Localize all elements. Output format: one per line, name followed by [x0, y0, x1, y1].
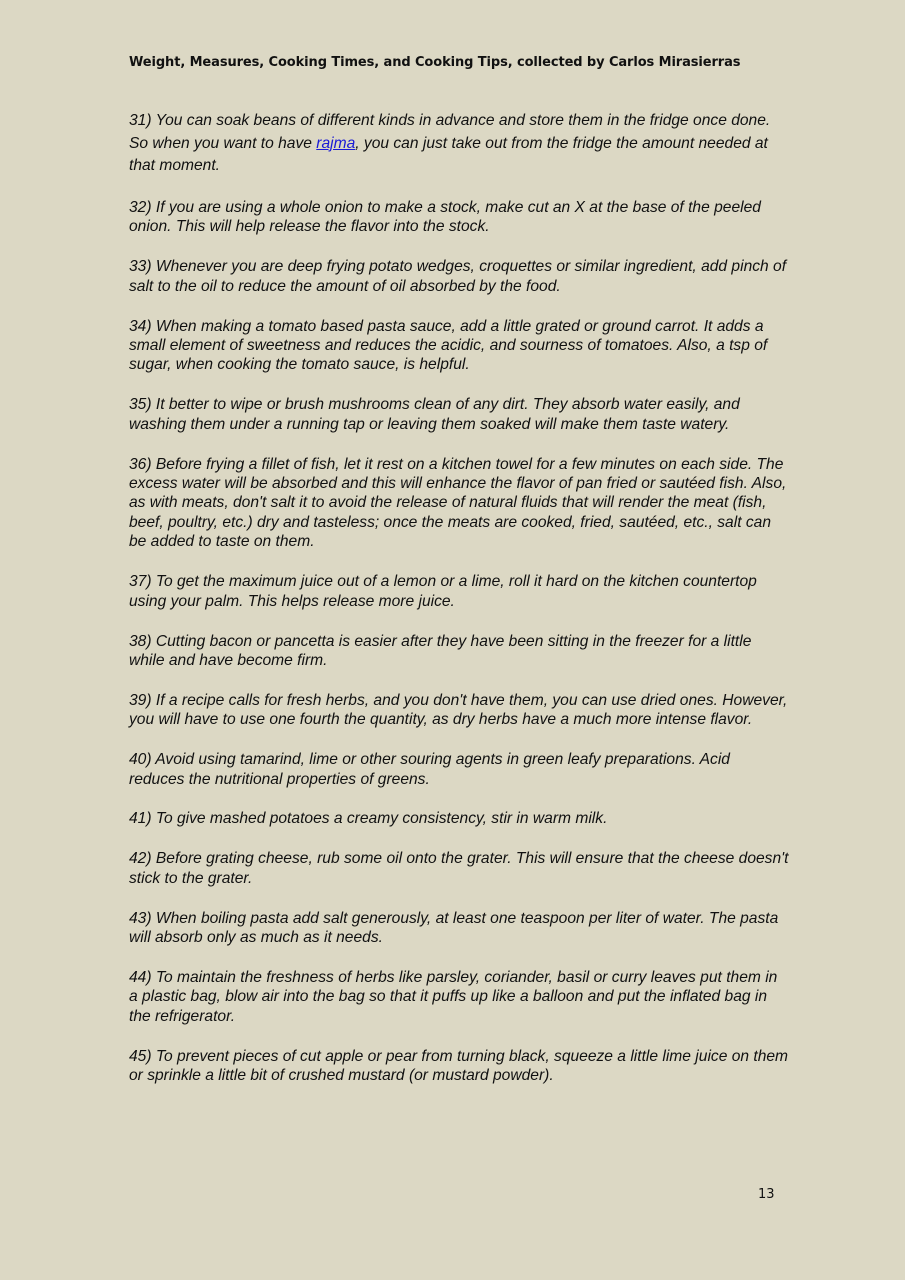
tip-37: 37) To get the maximum juice out of a lemon or a lime, roll it hard on the kitchen countertop using your palm. This helps release more juice.: [129, 573, 757, 610]
tip-32: 32) If you are using a whole onion to make a stock, make cut an X at the base of the peeled onion. This will help release the flavor into the stock.: [129, 199, 761, 236]
tip-41: 41) To give mashed potatoes a creamy consistency, stir in warm milk.: [129, 810, 608, 828]
tip-40: 40) Avoid using tamarind, lime or other souring agents in green leafy preparations. Acid reduces the nutritional properties of greens.: [129, 751, 730, 788]
tip-43: 43) When boiling pasta add salt generously, at least one teaspoon per liter of water. The pasta will absorb only as much as it needs.: [129, 909, 779, 947]
rajma-link[interactable]: rajma: [316, 134, 356, 152]
tip-38: 38) Cutting bacon or pancetta is easier after they have been sitting in the freezer for a little while and have become firm.: [129, 632, 752, 669]
tip-45: 45) To prevent pieces of cut apple or pear from turning black, squeeze a little lime juice on them or sprinkle a little bit of crushed mustard (or mustard powder).: [129, 1047, 789, 1085]
tips-list: [129, 110, 789, 1106]
tip-34: 34) When making a tomato based pasta sauce, add a little grated or ground carrot. It adds a small element of sweetness and reduces the acidic, and sourness of tomatoes. Also, a tsp of sugar, when cooking the tomato sauce, is helpful.: [129, 317, 768, 374]
page-number: 13: [758, 1187, 775, 1202]
tip-31-text-before: 31) You can soak beans of different kinds in advance and store them in the fridge once done. So when you want to have: [129, 112, 771, 152]
tip-31: [129, 110, 789, 178]
tip-36: 36) Before frying a fillet of fish, let it rest on a kitchen towel for a few minutes on each side. The excess water will be absorbed and this will enhance the flavor of pan fried or sautéed fish. Also, as with meats, don't salt it to avoid the release of natural fluids that will render the meat (fish, beef, poultry, etc.) dry and tasteless; once the meats are cooked, fried, sautéed, etc., salt can be added to taste on them.: [129, 455, 787, 551]
tip-35: 35) It better to wipe or brush mushrooms clean of any dirt. They absorb water easily, and washing them under a running tap or leaving them soaked will make them taste watery.: [129, 396, 740, 433]
tip-42: 42) Before grating cheese, rub some oil onto the grater. This will ensure that the cheese doesn't stick to the grater.: [129, 850, 789, 887]
tip-31-text-after: , you can just take out from the fridge the amount needed at that moment.: [129, 134, 768, 174]
document-header-title: Weight, Measures, Cooking Times, and Cooking Tips, collected by Carlos Mirasierras: [129, 55, 741, 70]
tip-39: 39) If a recipe calls for fresh herbs, and you don't have them, you can use dried ones. However, you will have to use one fourth the quantity, as dry herbs have a much more intense flavor.: [129, 691, 788, 729]
tip-44: 44) To maintain the freshness of herbs like parsley, coriander, basil or curry leaves put them in a plastic bag, blow air into the bag so that it puffs up like a balloon and put the inflated bag in the refrigerator.: [129, 968, 778, 1025]
tip-33: 33) Whenever you are deep frying potato wedges, croquettes or similar ingredient, add pinch of salt to the oil to reduce the amount of oil absorbed by the food.: [129, 258, 787, 295]
